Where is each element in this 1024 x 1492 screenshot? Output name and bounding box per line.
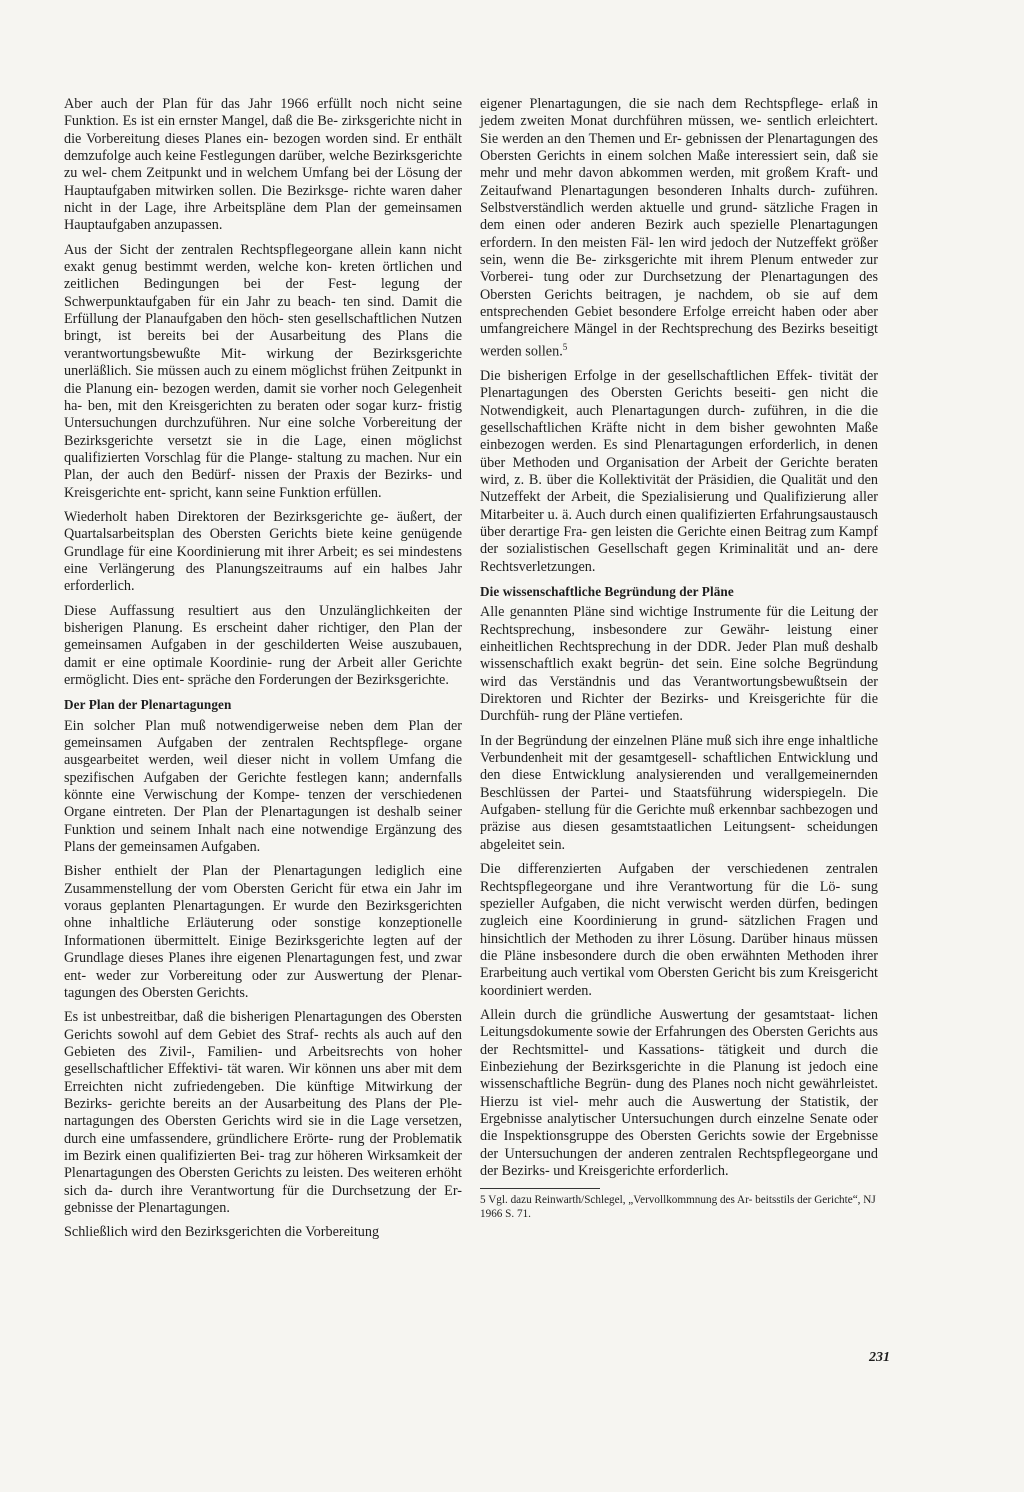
paragraph: Alle genannten Pläne sind wichtige Instrumente für die Leitung der Rechtsprechung, insbesondere zur Gewähr- leistung einer einheitlichen Rechtsprechung in der DDR. Jeder Plan muß deshalb wissenschaftlich exakt begrün- det sein. Eine solche Begründung wird das Verständnis und das Verantwortungsbewußtsein der Direktoren und Richter der Bezirks- und Kreisgerichte für die Durchfüh- rung der Pläne vertiefen. bbox=[480, 604, 878, 725]
paragraph: Allein durch die gründliche Auswertung der gesamtstaat- lichen Leitungsdokumente sowie der Erfahrungen des Obersten Gerichts aus der Rechtsmittel- und Kassations- tätigkeit und durch die Einbeziehung der Bezirksgerichte in die Planung ist jedoch eine wissenschaftliche Begrün- dung des Planes noch nicht gewährleistet. Hierzu ist viel- mehr auch die Auswertung der Statistik, der Ergebnisse analytischer Untersuchungen durch einzelne Senate oder die Inspektionsgruppe des Obersten Gerichts sowie der Ergebnisse der Untersuchungen der anderen zentralen Rechtspflegeorgane und der Bezirks- und Kreisgerichte erforderlich. bbox=[480, 1006, 878, 1180]
page-number: 231 bbox=[869, 1350, 890, 1365]
footnote-reference: 5 bbox=[562, 341, 568, 352]
left-column bbox=[64, 96, 462, 1249]
paragraph: Die differenzierten Aufgaben der verschiedenen zentralen Rechtspflegeorgane und ihre Verantwortung für die Lö- sung spezieller Aufgaben, die nicht verwischt werden dürfen, bedingen zugleich eine Koordinierung in grund- sätzlichen Fragen und hinsichtlich der Methoden zu ihrer Lösung. Darüber hinaus müssen die Pläne insbesondere durch die oben erwähnten Methoden ihrer Erarbeitung auch vertikal vom Obersten Gericht bis zum Kreisgericht koordiniert werden. bbox=[480, 861, 878, 999]
paragraph: In der Begründung der einzelnen Pläne muß sich ihre enge inhaltliche Verbundenheit mit der gesamtgesell- schaftlichen Entwicklung und den diese Entwicklung analysierenden und verallgemeinernden Beschlüssen der Partei- und Staatsführung widerspiegeln. Die Aufgaben- stellung für die Gerichte muß erkennbar sachbezogen und präzise aus diesen gesamtstaatlichen Leitungsent- scheidungen abgeleitet sein. bbox=[480, 732, 878, 853]
section-heading: Die wissenschaftliche Begründung der Pläne bbox=[480, 584, 734, 600]
footnote-divider bbox=[480, 1188, 600, 1189]
footnote: 5 Vgl. dazu Reinwarth/Schlegel, „Vervollkommnung des Ar- beitsstils der Gerichte“, NJ 1966 S. 71. bbox=[480, 1194, 876, 1221]
paragraph: Die bisherigen Erfolge in der gesellschaftlichen Effek- tivität der Plenartagungen des Obersten Gerichts beseiti- gen nicht die Notwendigkeit, auch Plenartagungen durch- zuführen, in die die gesellschaftlichen Kräfte nicht in dem bisher gewohnten Maße einbezogen werden. Es sind Plenartagungen erforderlich, in denen über Methoden und Organisation der Arbeit der Gerichte beraten wird, z. B. über die Kollektivität der Präsidien, die Qualität und den Nutzeffekt der Arbeit, die Spezialisierung und Qualifizierung aller Mitarbeiter u. ä. Auch durch einen qualifizierten Erfahrungsaustausch über derartige Fra- gen leisten die Gerichte einen Beitrag zum Kampf der sozialistischen Gesellschaft gegen Kriminalität und an- dere Rechtsverletzungen. bbox=[480, 367, 878, 575]
paragraph: Diese Auffassung resultiert aus den Unzulänglichkeiten der bisherigen Planung. Es erscheint daher richtiger, den Plan der gemeinsamen Aufgaben in der geschilderten Weise auszubauen, damit er eine optimale Koordinie- rung der Arbeit aller Gerichte ermöglicht. Dies ent- spräche den Forderungen der Bezirksgerichte. bbox=[64, 602, 462, 688]
right-column bbox=[480, 96, 878, 1228]
paragraph bbox=[480, 96, 878, 361]
section-heading: Der Plan der Plenartagungen bbox=[64, 697, 232, 713]
paragraph: Es ist unbestreitbar, daß die bisherigen Plenartagungen des Obersten Gerichts sowohl auf dem Gebiet des Straf- rechts als auch auf den Gebieten des Zivil-, Familien- und Arbeitsrechts von hoher gesellschaftlicher Effektivi- tät waren. Wir können uns aber mit dem Erreichten nicht zufriedengeben. Die künftige Mitwirkung der Bezirks- gerichte bereits an der Ausarbeitung des Plans der Ple- nartagungen des Obersten Gerichts wird sie in die Lage versetzen, durch eine umfassendere, gründlichere Erörte- rung der Problematik im Bezirk einen qualifizierten Bei- trag zur höheren Wirksamkeit der Plenartagungen des Obersten Gerichts zu leisten. Des weiteren erhöht sich da- durch ihre Verantwortung für die Durchsetzung der Er- gebnisse der Plenartagungen. bbox=[64, 1009, 462, 1216]
paragraph-text: eigener Plenartagungen, die sie nach dem Rechtspflege- erlaß in jedem zweiten Monat durchführen müssen, we- sentlich erleichtert. Sie werden an den Themen und Er- gebnissen der Plenartagungen des Obersten Gerichts in einem solchen Maße interessiert sein, daß sie mehr und mehr davon abkommen werden, mit großem Kraft- und Zeitaufwand Plenartagungen besonderen Inhalts durch- zuführen. Selbstverständlich werden aktuelle und grund- sätzliche Fragen in dem einen oder anderen Bezirk auch spezielle Plenartagungen erfordern. In den meisten Fäl- len wird jedoch der Nutzeffekt größer sein, wenn die Be- zirksgerichte mit ihrem Plenum entweder zur Vorberei- tung oder zur Durchsetzung der Plenartagungen des Obersten Gerichts beitragen, je nachdem, ob sie auf dem entsprechenden Gebiet besondere Erfolge erreicht haben oder aber umfangreichere Mängel in der Rechtsprechung des Bezirks beseitigt werden sollen. bbox=[480, 96, 878, 360]
paragraph: Bisher enthielt der Plan der Plenartagungen lediglich eine Zusammenstellung der vom Obersten Gericht für etwa ein Jahr im voraus geplanten Plenartagungen. Er wurde den Bezirksgerichten ohne inhaltliche Erläuterung oder sonstige konzeptionelle Informationen übermittelt. Einige Bezirksgerichte legten auf der Grundlage dieses Planes ihre eigenen Plenartagungen fest, und zwar ent- weder zur Vorbereitung oder zur Auswertung der Plenar- tagungen des Obersten Gerichts. bbox=[64, 863, 462, 1001]
paragraph: Aus der Sicht der zentralen Rechtspflegeorgane allein kann nicht exakt genug bestimmt werden, welche kon- kreten örtlichen und zeitlichen Bedingungen bei der Fest- legung der Schwerpunktaufgaben für ein Jahr zu beach- ten sind. Damit die Erfüllung der Planaufgaben den höch- sten gesellschaftlichen Nutzen bringt, ist bereits bei der Ausarbeitung des Plans die verantwortungsbewußte Mit- wirkung der Bezirksgerichte unerläßlich. Sie müssen auch zu einem möglichst frühen Zeitpunkt in die Planung ein- bezogen werden, damit sie vorher noch Gelegenheit ha- ben, mit den Kreisgerichten zu beraten oder sogar kurz- fristig Untersuchungen durchzuführen. Nur eine solche Vorbereitung der Bezirksgerichte versetzt sie in die Lage, einen möglichst qualifizierten Vorschlag für die Plange- staltung zu machen. Nur ein Plan, der auch den Bedürf- nissen der Praxis der Bezirks- und Kreisgerichte ent- spricht, kann seine Funktion erfüllen. bbox=[64, 241, 462, 501]
paragraph: Aber auch der Plan für das Jahr 1966 erfüllt noch nicht seine Funktion. Es ist ein ernster Mangel, daß die Be- zirksgerichte nicht in die Vorbereitung dieses Planes ein- bezogen worden sind. Er enthält demzufolge auch keine Festlegungen darüber, welche Bezirksgerichte zu wel- chem Zeitpunkt und in welchem Umfang bei der Lösung der Hauptaufgaben mitwirken sollen. Die Bezirksge- richte waren daher nicht in der Lage, ihre Arbeitspläne dem Plan der gemeinsamen Hauptaufgaben anzupassen. bbox=[64, 96, 462, 234]
paragraph: Schließlich wird den Bezirksgerichten die Vorbereitung bbox=[64, 1224, 380, 1241]
paragraph: Ein solcher Plan muß notwendigerweise neben dem Plan der gemeinsamen Aufgaben der zentralen Rechtspflege- organe ausgearbeitet werden, weil dieser nicht in vollem Umfang die spezifischen Aufgaben der Gerichte festlegen kann; andernfalls könnte eine Verwischung der Kompe- tenzen der verschiedenen Organe eintreten. Der Plan der Plenartagungen ist deshalb seiner Funktion und seinem Inhalt nach eine notwendige Ergänzung des Plans der gemeinsamen Aufgaben. bbox=[64, 717, 462, 856]
paragraph: Wiederholt haben Direktoren der Bezirksgerichte ge- äußert, der Quartalsarbeitsplan des Obersten Gerichts biete keine genügende Grundlage für eine Koordinierung mit ihrer Arbeit; es sei mindestens eine Verlängerung des Planungszeitraums auf ein halbes Jahr erforderlich. bbox=[64, 508, 462, 595]
